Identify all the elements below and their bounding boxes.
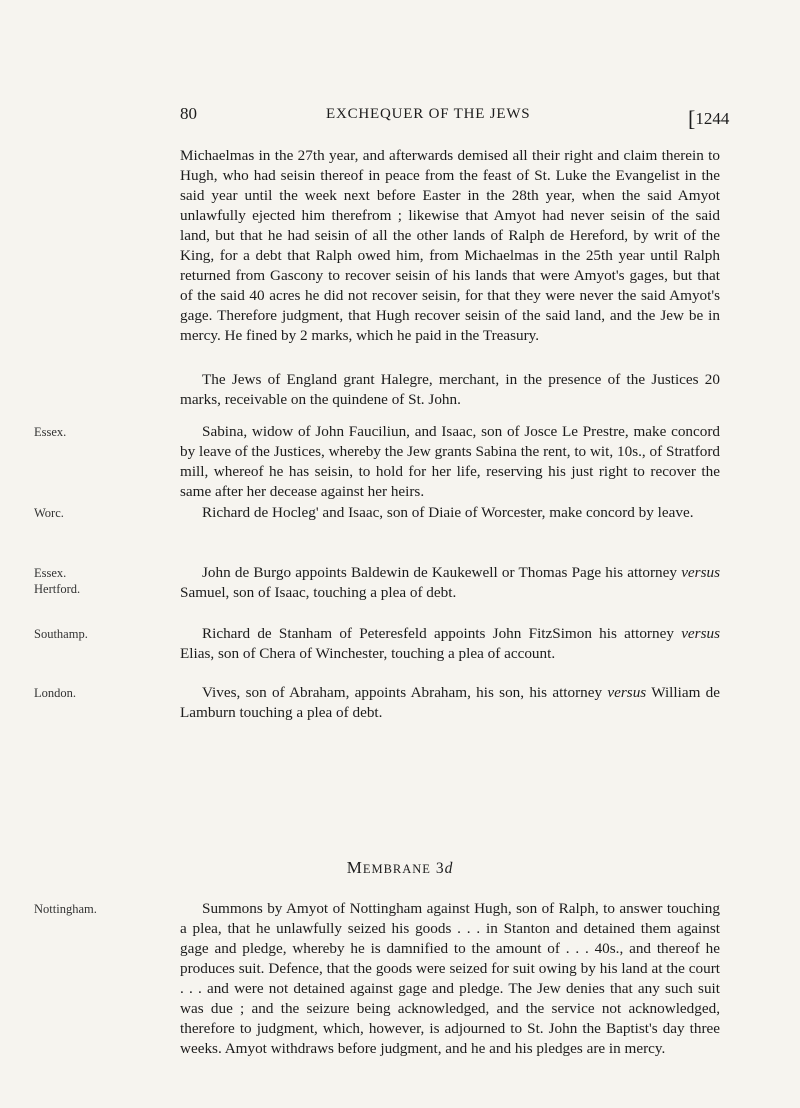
margin-note-worc: Worc. — [34, 506, 64, 520]
text-run: William de Lamburn touching a plea of debt. — [180, 684, 721, 721]
membrane-suffix: d — [444, 860, 454, 877]
year-bracket: [ — [688, 106, 696, 131]
paragraph-john-de-burgo — [180, 563, 720, 603]
year-value: 1244 — [695, 109, 730, 128]
margin-note-london: London. — [34, 686, 77, 700]
membrane-heading — [0, 858, 800, 878]
margin-note-nottingham: Nottingham. — [34, 902, 97, 916]
margin-note-essex: Essex. — [34, 425, 67, 439]
paragraph-richard-hocleg: Richard de Hocleg' and Isaac, son of Diaie of Worcester, make concord by leave. — [202, 504, 694, 521]
text-run: Elias, son of Chera of Winchester, touching a plea of account. — [180, 645, 556, 662]
running-header — [0, 104, 800, 131]
margin-note-essex-hertford: Essex. Hertford. — [34, 566, 81, 596]
membrane-initial: M — [346, 858, 363, 877]
paragraph-sabina: Sabina, widow of John Fauciliun, and Isaac, son of Josce Le Prestre, make concord by leave of the Justices, whereby the Jew grants Sabina the rent, to wit, 10s., of Stratford mill, whereof he has seisin, to hold for her life, reserving his just right to recover the same after her decease against her heirs. — [180, 423, 720, 500]
paragraph-richard-stanham — [180, 624, 720, 664]
membrane-word: EMBRANE — [362, 862, 431, 876]
text-run: Richard de Stanham of Peteresfeld appoints John FitzSimon his attorney — [202, 625, 682, 642]
paragraph-amyot-summons: Summons by Amyot of Nottingham against Hugh, son of Ralph, to answer touching a plea, that he unlawfully seized his goods . . . in Stanton and detained them against gage and pledge, whereby he is damnified to the amount of . . . 40s., and thereof he produces suit. Defence, that the goods were seized for suit owing by his land at the court . . . and were not detained against gage and pledge. The Jew denies that any such suit was due ; and the seizure being acknowledged, and the service not acknowledged, therefore to judgment, which, however, is adjourned to St. John the Baptist's day three weeks. Amyot withdraws before judgment, and he and his pledges are in mercy. — [180, 900, 720, 1057]
paragraph-jews-grant: The Jews of England grant Halegre, merchant, in the presence of the Justices 20 marks, receivable on the quindene of St. John. — [180, 371, 720, 408]
text-run: John de Burgo appoints Baldewin de Kaukewell or Thomas Page his attorney — [202, 564, 682, 581]
italic-versus: versus — [681, 625, 720, 642]
margin-note-southamp: Southamp. — [34, 627, 88, 641]
page-number: 80 — [180, 104, 197, 123]
text-run: Samuel, son of Isaac, touching a plea of debt. — [180, 584, 457, 601]
italic-versus: versus — [681, 564, 720, 581]
paragraph-continuation: Michaelmas in the 27th year, and afterwards demised all their right and claim therein to Hugh, who had seisin thereof in peace from the feast of St. Luke the Evangelist in the said year until the week next before Easter in the 28th year, when the said Amyot unlawfully ejected him therefrom ; likewise that Amyot had never seisin of the said land, but that he had seisin of all the other lands of Ralph de Hereford, by writ of the King, for a debt that Ralph owed him, from Michaelmas in the 25th year until Ralph returned from Gascony to recover seisin of his lands that were Amyot's gages, but that of the said 40 acres he did not recover seisin, for that they were never the said Amyot's gage. Therefore judgment, that Hugh recover seisin of the said land, and the Jew be in mercy. He fined by 2 marks, which he paid in the Treasury. — [180, 147, 720, 344]
running-title: EXCHEQUER OF THE JEWS — [326, 106, 531, 122]
italic-versus: versus — [607, 684, 647, 701]
text-run: Vives, son of Abraham, appoints Abraham, his son, his attorney — [202, 684, 608, 701]
paragraph-vives — [180, 683, 720, 723]
year-label — [688, 104, 729, 130]
membrane-number: 3 — [435, 860, 445, 877]
